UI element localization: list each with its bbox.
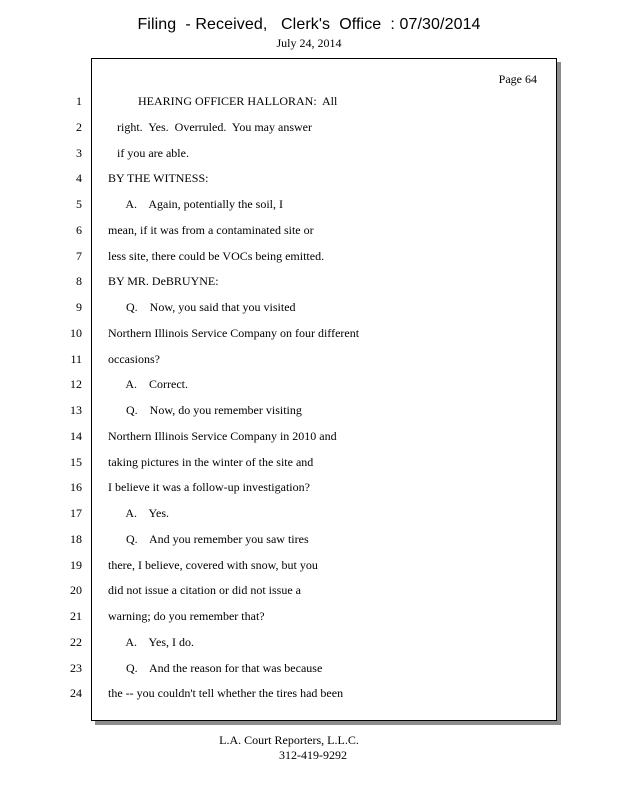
line-number: 14 xyxy=(70,429,82,443)
filing-header: Filing - Received, Clerk's Office : 07/30/2014 xyxy=(137,16,481,33)
transcript-line: occasions? xyxy=(108,352,160,366)
line-number: 5 xyxy=(76,197,82,211)
line-number: 3 xyxy=(76,146,82,160)
line-number: 23 xyxy=(70,661,82,675)
line-number: 11 xyxy=(70,352,82,366)
line-number: 6 xyxy=(76,223,82,237)
transcript-line: warning; do you remember that? xyxy=(108,609,265,623)
line-number: 9 xyxy=(76,300,82,314)
line-number: 13 xyxy=(70,403,82,417)
line-number: 1 xyxy=(76,94,82,108)
transcript-line: if you are able. xyxy=(108,146,189,160)
transcript-line: mean, if it was from a contaminated site or xyxy=(108,223,314,237)
transcript-line: A. Again, potentially the soil, I xyxy=(108,197,283,211)
line-number: 20 xyxy=(70,583,82,597)
transcript-line: BY THE WITNESS: xyxy=(108,171,209,185)
transcript-line: I believe it was a follow-up investigation? xyxy=(108,480,310,494)
line-number: 7 xyxy=(76,249,82,263)
line-number: 17 xyxy=(70,506,82,520)
line-number: 2 xyxy=(76,120,82,134)
transcript-line: A. Yes. xyxy=(108,506,170,520)
page-number: Page 64 xyxy=(498,72,537,86)
line-number: 10 xyxy=(70,326,82,340)
transcript-line: the -- you couldn't tell whether the tires had been xyxy=(108,686,344,700)
transcript-date: July 24, 2014 xyxy=(276,36,342,50)
transcript-line: BY MR. DeBRUYNE: xyxy=(108,274,219,288)
transcript-line: A. Correct. xyxy=(108,377,188,391)
transcript-line: less site, there could be VOCs being emitted. xyxy=(108,249,325,263)
transcript-line: Q. Now, you said that you visited xyxy=(108,300,296,314)
transcript-line: Q. And you remember you saw tires xyxy=(108,532,309,546)
transcript-line: Q. Now, do you remember visiting xyxy=(108,403,302,417)
line-number: 12 xyxy=(70,377,82,391)
transcript-line: there, I believe, covered with snow, but you xyxy=(108,558,318,572)
transcript-line: Northern Illinois Service Company on four different xyxy=(108,326,360,340)
transcript-line: A. Yes, I do. xyxy=(108,635,195,649)
line-number: 24 xyxy=(70,686,82,700)
line-number: 4 xyxy=(76,171,82,185)
line-number: 21 xyxy=(70,609,82,623)
line-number: 22 xyxy=(70,635,82,649)
transcript-line: HEARING OFFICER HALLORAN: All xyxy=(108,94,338,108)
transcript-line: Northern Illinois Service Company in 2010 and xyxy=(108,429,337,443)
transcript-line: right. Yes. Overruled. You may answer xyxy=(108,120,312,134)
transcript-line: taking pictures in the winter of the site and xyxy=(108,455,314,469)
line-number: 19 xyxy=(70,558,82,572)
line-number: 15 xyxy=(70,455,82,469)
transcript-line: did not issue a citation or did not issue a xyxy=(108,583,301,597)
line-number: 16 xyxy=(70,480,82,494)
footer-phone: 312-419-9292 xyxy=(279,748,347,762)
line-number: 18 xyxy=(70,532,82,546)
footer-company: L.A. Court Reporters, L.L.C. xyxy=(219,733,359,747)
line-number: 8 xyxy=(76,274,82,288)
transcript-line: Q. And the reason for that was because xyxy=(108,661,323,675)
